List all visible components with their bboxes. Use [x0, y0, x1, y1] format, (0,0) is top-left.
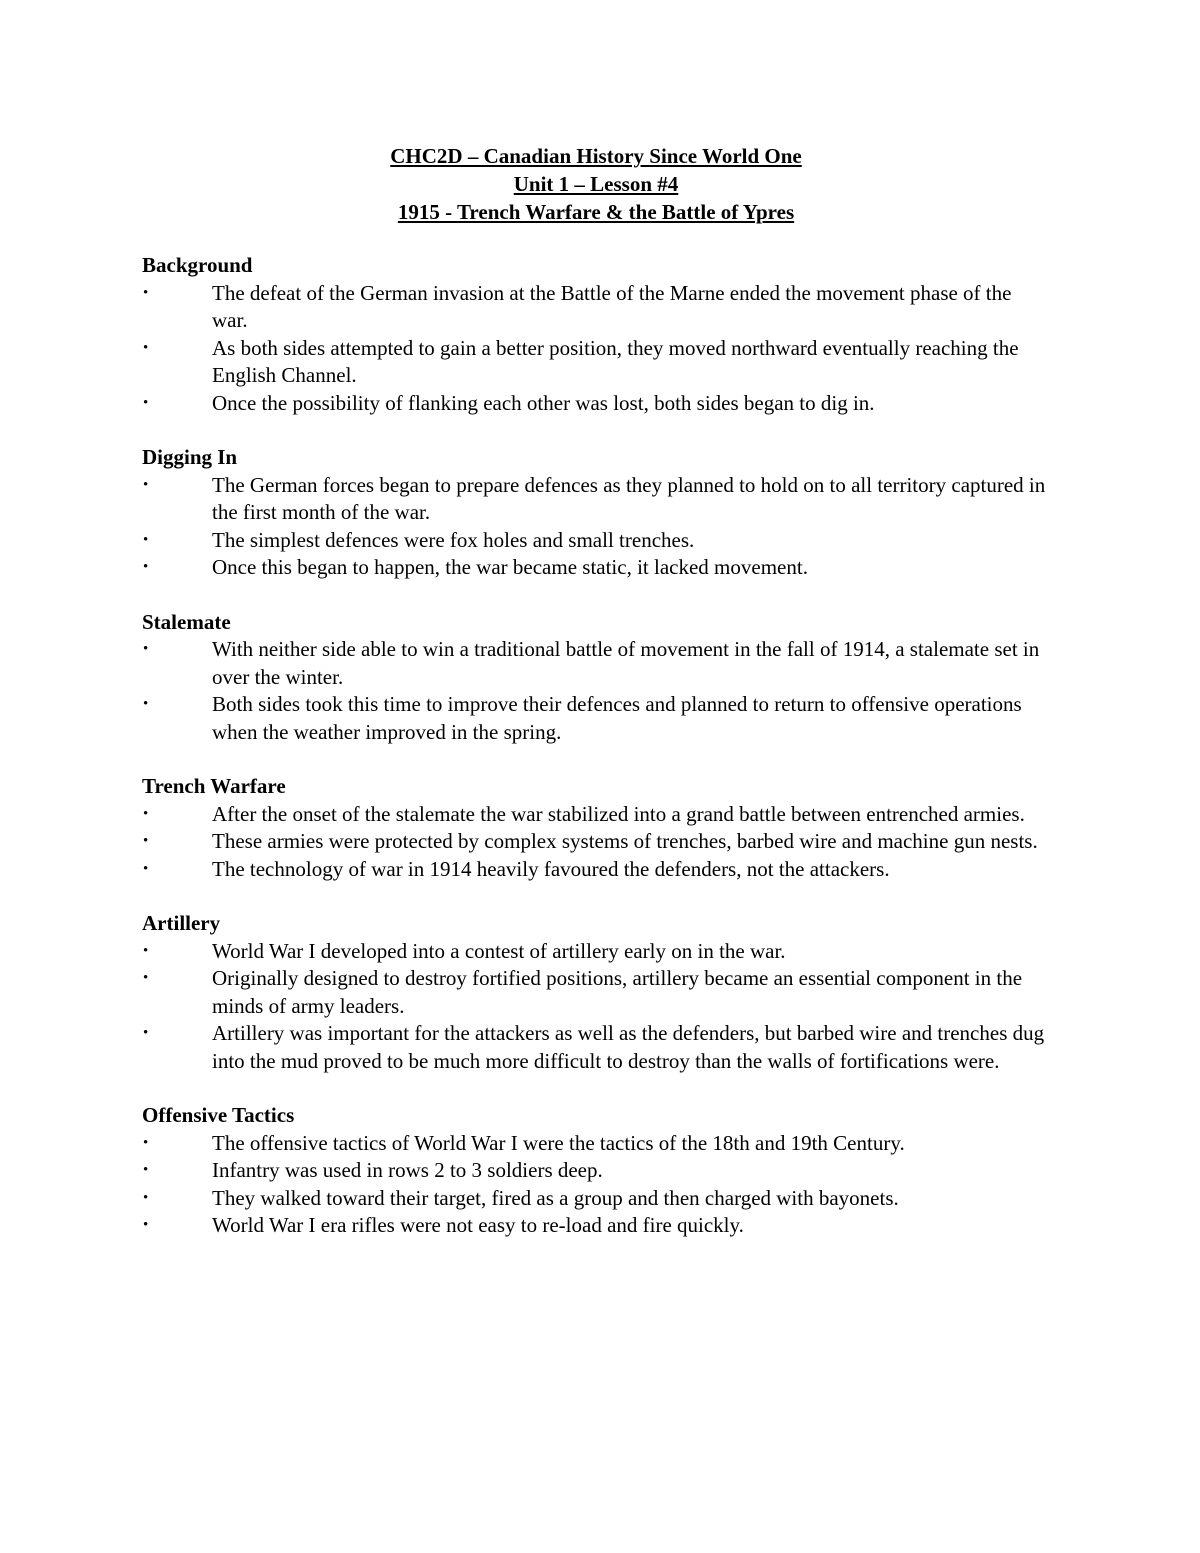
- list-item: [142, 1185, 1050, 1213]
- list-item: [142, 938, 1050, 966]
- bullet-icon: •: [143, 805, 149, 822]
- list-item: [142, 801, 1050, 829]
- topic-title: 1915 - Trench Warfare & the Battle of Ypres: [397, 200, 795, 224]
- list-item-text: Once the possibility of flanking each other was lost, both sides began to dig in.: [212, 390, 875, 415]
- bullet-list: [142, 636, 1050, 746]
- course-title: CHC2D – Canadian History Since World One: [390, 144, 802, 168]
- list-item: [142, 1020, 1050, 1075]
- section: [142, 609, 1050, 747]
- list-item: [142, 828, 1050, 856]
- section: [142, 910, 1050, 1075]
- bullet-icon: •: [143, 1025, 149, 1041]
- list-item: [142, 527, 1050, 555]
- list-item-text: Infantry was used in rows 2 to 3 soldiers deep.: [212, 1158, 603, 1182]
- bullet-icon: •: [143, 641, 149, 657]
- list-item-text: Originally designed to destroy fortified positions, artillery became an essential component in the minds of army leaders.: [212, 966, 1023, 1018]
- list-item: [142, 1212, 1050, 1240]
- document-header: [142, 142, 1050, 226]
- section-heading: Background: [142, 253, 253, 277]
- list-item-text: Artillery was important for the attackers as well as the defenders, but barbed wire and trenches dug into the mud proved to be much more difficult to destroy than the walls of fortifications were.: [212, 1021, 1045, 1073]
- bullet-icon: •: [143, 833, 149, 849]
- list-item: [142, 856, 1050, 884]
- list-item-text: They walked toward their target, fired as a group and then charged with bayonets.: [212, 1185, 899, 1210]
- list-item-text: Both sides took this time to improve their defences and planned to return to offensive operations when the weather improved in the spring.: [212, 692, 1022, 744]
- bullet-list: [142, 472, 1050, 582]
- section-heading: Trench Warfare: [142, 774, 286, 798]
- bullet-icon: •: [143, 1134, 149, 1151]
- bullet-icon: •: [143, 284, 149, 301]
- list-item: [142, 390, 1050, 418]
- list-item-text: The German forces began to prepare defences as they planned to hold on to all territory captured in the first month of the war.: [212, 472, 1046, 524]
- bullet-icon: •: [143, 531, 149, 548]
- section: [142, 444, 1050, 582]
- list-item: [142, 1130, 1050, 1158]
- section: [142, 252, 1050, 417]
- list-item-text: After the onset of the stalemate the war stabilized into a grand battle between entrenched armies.: [212, 801, 1025, 826]
- section-heading: Artillery: [142, 911, 221, 935]
- list-item-text: The defeat of the German invasion at the Battle of the Marne ended the movement phase of the war.: [212, 280, 1012, 332]
- bullet-icon: •: [143, 339, 149, 356]
- section-heading: Offensive Tactics: [142, 1103, 295, 1127]
- list-item-text: World War I era rifles were not easy to re-load and fire quickly.: [212, 1213, 744, 1237]
- list-item-text: Once this began to happen, the war became static, it lacked movement.: [212, 555, 808, 579]
- list-item-text: World War I developed into a contest of artillery early on in the war.: [212, 938, 786, 963]
- bullet-list: [142, 938, 1050, 1076]
- list-item: [142, 335, 1050, 390]
- bullet-list: [142, 801, 1050, 884]
- bullet-icon: •: [143, 860, 149, 877]
- bullet-icon: •: [143, 1162, 149, 1178]
- list-item-text: The offensive tactics of World War I were the tactics of the 18th and 19th Century.: [212, 1130, 905, 1155]
- section: [142, 773, 1050, 883]
- document-body: [142, 252, 1050, 1240]
- list-item-text: As both sides attempted to gain a better position, they moved northward eventually reaching the English Channel.: [212, 335, 1019, 387]
- list-item: [142, 554, 1050, 582]
- list-item: [142, 280, 1050, 335]
- bullet-icon: •: [143, 394, 149, 411]
- bullet-list: [142, 280, 1050, 418]
- bullet-icon: •: [143, 942, 149, 959]
- list-item-text: The technology of war in 1914 heavily favoured the defenders, not the attackers.: [212, 856, 890, 881]
- bullet-icon: •: [143, 476, 149, 493]
- section: [142, 1102, 1050, 1240]
- list-item: [142, 472, 1050, 527]
- list-item: [142, 1157, 1050, 1185]
- bullet-icon: •: [143, 559, 149, 575]
- list-item-text: The simplest defences were fox holes and small trenches.: [212, 527, 695, 552]
- list-item: [142, 636, 1050, 691]
- bullet-icon: •: [143, 1189, 149, 1206]
- unit-lesson-title: Unit 1 – Lesson #4: [513, 172, 679, 196]
- list-item-text: These armies were protected by complex systems of trenches, barbed wire and machine gun nests.: [212, 829, 1038, 853]
- list-item: [142, 965, 1050, 1020]
- section-heading: Digging In: [142, 445, 238, 469]
- list-item: [142, 691, 1050, 746]
- bullet-icon: •: [143, 696, 149, 712]
- section-heading: Stalemate: [142, 609, 231, 634]
- bullet-icon: •: [143, 970, 149, 986]
- bullet-list: [142, 1130, 1050, 1240]
- list-item-text: With neither side able to win a traditional battle of movement in the fall of 1914, a stalemate set in over the winter.: [212, 637, 1040, 689]
- bullet-icon: •: [143, 1217, 149, 1233]
